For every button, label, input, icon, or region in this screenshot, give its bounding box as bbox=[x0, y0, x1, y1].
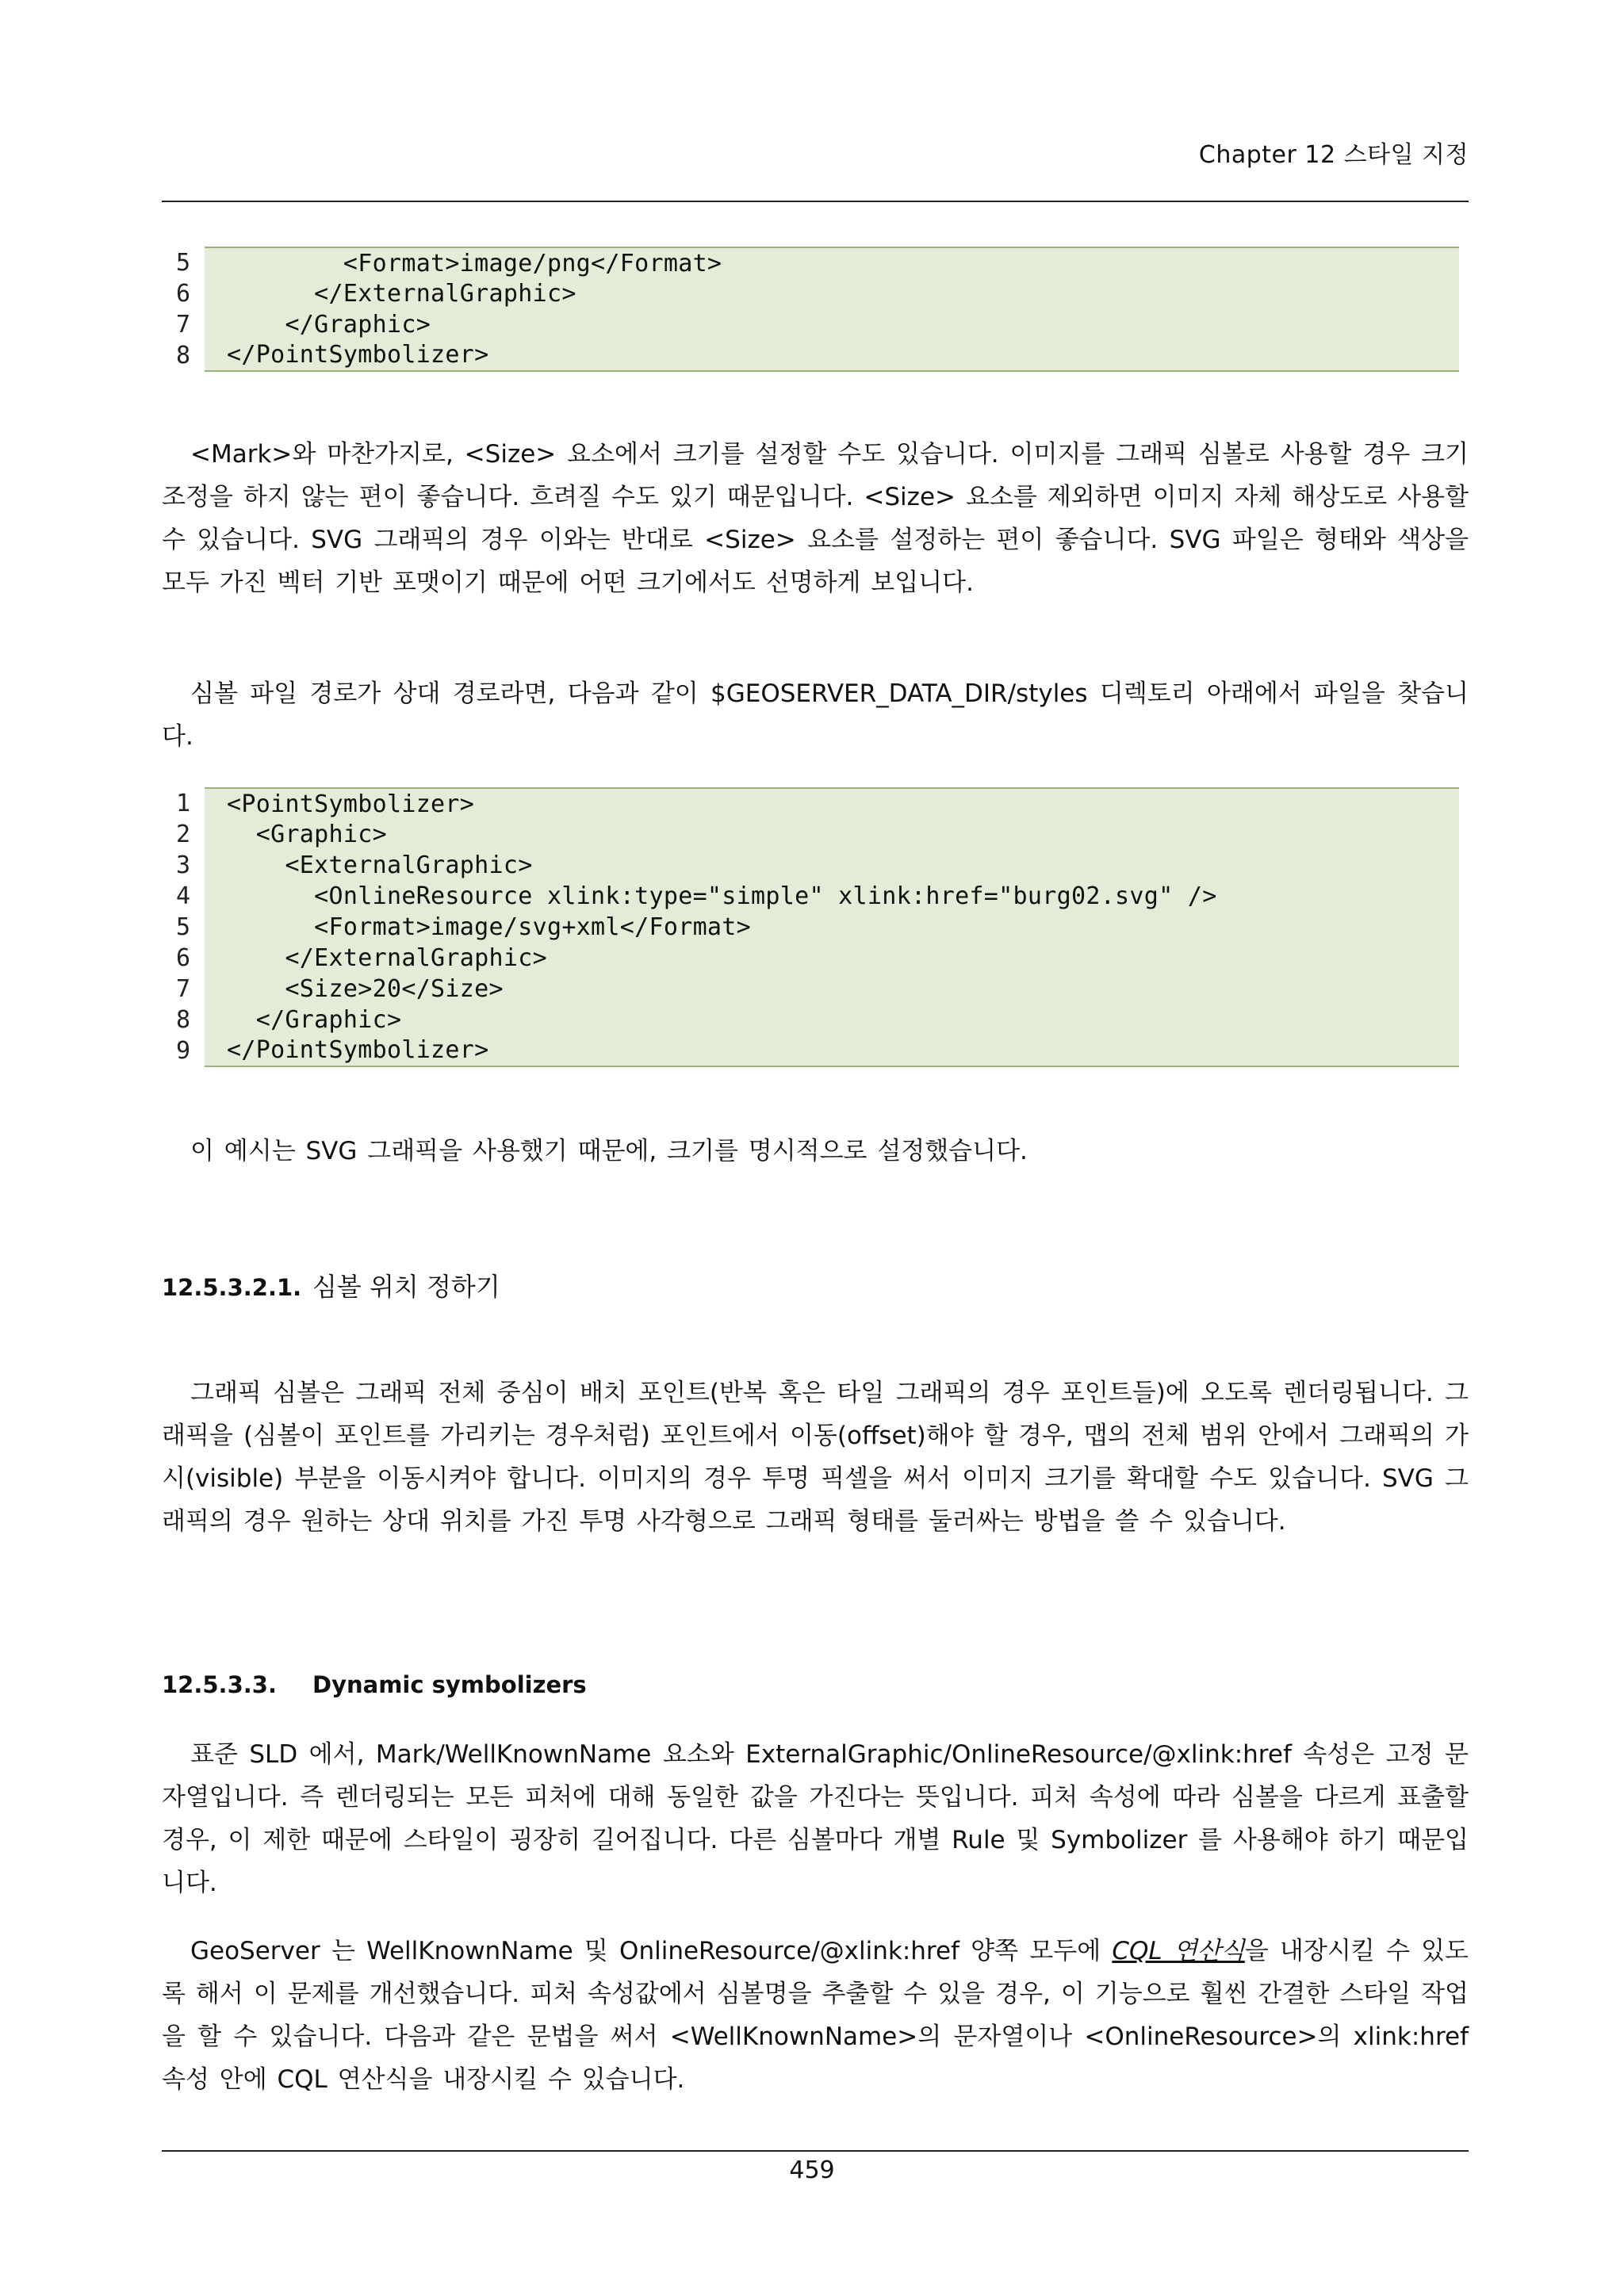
paragraph-text: 을 내장시킬 수 있도록 해서 이 문제를 개선했습니다. 피처 속성값에서 심볼명을 추출할 수 있을 경우, 이 기능으로 훨씬 간결한 스타일 작업을 할 수 있습니다. 다음과 같은 문법을 써서 <WellKnownName>의 문자열이나 <OnlineResource>의 xlink:href 속성 안에 CQL 연산식을 내장시킬 수 있습니다. bbox=[162, 1937, 1469, 2094]
line-number: 7 bbox=[175, 975, 191, 1003]
code-line bbox=[162, 881, 1459, 912]
code-line bbox=[162, 278, 1459, 309]
paragraph-svg-example: 이 예시는 SVG 그래픽을 사용했기 때문에, 크기를 명시적으로 설정했습니다. bbox=[190, 1137, 1028, 1165]
line-number: 3 bbox=[175, 851, 191, 879]
paragraph-symbol-path: 심볼 파일 경로가 상대 경로라면, 다음과 같이 $GEOSERVER_DATA_DIR/styles 디렉토리 아래에서 파일을 찾습니다. bbox=[162, 679, 1469, 751]
line-number: 5 bbox=[175, 249, 191, 277]
section-title: Dynamic symbolizers bbox=[312, 1671, 587, 1698]
paragraph-geoserver-cql bbox=[162, 1930, 1469, 2101]
section-title: 심볼 위치 정하기 bbox=[312, 1272, 500, 1302]
header-rule bbox=[162, 201, 1469, 202]
code-line bbox=[162, 1035, 1459, 1066]
line-number: 5 bbox=[175, 913, 191, 941]
code-text: <Format>image/svg+xml</Format> bbox=[205, 912, 1459, 943]
code-text: </Graphic> bbox=[205, 309, 1459, 340]
code-line bbox=[162, 309, 1459, 340]
code-text: <Format>image/png</Format> bbox=[205, 247, 1459, 279]
line-number: 6 bbox=[175, 944, 191, 972]
code-line bbox=[162, 247, 1459, 278]
line-number: 6 bbox=[175, 280, 191, 308]
code-line bbox=[162, 943, 1459, 974]
running-header: Chapter 12 스타일 지정 bbox=[1198, 141, 1469, 169]
line-number: 2 bbox=[175, 821, 191, 848]
code-text: </Graphic> bbox=[205, 1004, 1459, 1035]
code-line bbox=[162, 850, 1459, 881]
paragraph-symbol-position: 그래픽 심볼은 그래픽 전체 중심이 배치 포인트(반복 혹은 타일 그래픽의 경우 포인트들)에 오도록 렌더링됩니다. 그래픽을 (심볼이 포인트를 가리키는 경우처럼) 포인트에서 이동(offset)해야 할 경우, 맵의 전체 범위 안에서 그래픽의 가시(visible) 부분을 이동시켜야 합니다. 이미지의 경우 투명 픽셀을 써서 이미지 크기를 확대할 수도 있습니다. SVG 그래픽의 경우 원하는 상대 위치를 가진 투명 사각형으로 그래픽 형태를 둘러싸는 방법을 쓸 수 있습니다. bbox=[162, 1379, 1469, 1536]
code-line bbox=[162, 819, 1459, 850]
code-line bbox=[162, 912, 1459, 943]
code-line bbox=[162, 788, 1459, 819]
code-line bbox=[162, 1004, 1459, 1035]
line-number: 1 bbox=[175, 790, 191, 817]
line-number: 7 bbox=[175, 311, 191, 339]
paragraph-size-element: <Mark>와 마찬가지로, <Size> 요소에서 크기를 설정할 수도 있습니다. 이미지를 그래픽 심볼로 사용할 경우 크기 조정을 하지 않는 편이 좋습니다. 흐려질 수도 있기 때문입니다. <Size> 요소를 제외하면 이미지 자체 해상도로 사용할 수 있습니다. SVG 그래픽의 경우 이와는 반대로 <Size> 요소를 설정하는 편이 좋습니다. SVG 파일은 형태와 색상을 모두 가진 벡터 기반 포맷이기 때문에 어떤 크기에서도 선명하게 보입니다. bbox=[162, 440, 1469, 597]
code-text: </PointSymbolizer> bbox=[205, 1035, 1459, 1067]
section-number: 12.5.3.2.1. bbox=[162, 1274, 302, 1301]
paragraph-standard-sld: 표준 SLD 에서, Mark/WellKnownName 요소와 ExternalGraphic/OnlineResource/@xlink:href 속성은 고정 문자열입니다. 즉 렌더링되는 모든 피처에 대해 동일한 값을 가진다는 뜻입니다. 피처 속성에 따라 심볼을 다르게 표출할 경우, 이 제한 때문에 스타일이 굉장히 길어집니다. 다른 심볼마다 개별 Rule 및 Symbolizer 를 사용해야 하기 때문입니다. bbox=[162, 1740, 1469, 1897]
code-text: <Size>20</Size> bbox=[205, 974, 1459, 1004]
code-line bbox=[162, 974, 1459, 1004]
page-number: 459 bbox=[789, 2156, 835, 2184]
code-text: </ExternalGraphic> bbox=[205, 278, 1459, 309]
code-text: </ExternalGraphic> bbox=[205, 943, 1459, 974]
code-text: <ExternalGraphic> bbox=[205, 850, 1459, 881]
paragraph-text: GeoServer 는 WellKnownName 및 OnlineResource/@xlink:href 양쪽 모두에 bbox=[190, 1937, 1113, 1965]
code-block-2 bbox=[162, 788, 1459, 1066]
line-number: 9 bbox=[175, 1037, 191, 1065]
section-heading-symbol-position bbox=[162, 1267, 500, 1303]
line-number: 8 bbox=[175, 1006, 191, 1034]
section-heading-dynamic-symbolizers bbox=[162, 1671, 587, 1698]
code-text: <OnlineResource xlink:type="simple" xlink:href="burg02.svg" /> bbox=[205, 881, 1459, 912]
code-text: <PointSymbolizer> bbox=[205, 787, 1459, 820]
section-number: 12.5.3.3. bbox=[162, 1671, 277, 1698]
line-number: 8 bbox=[175, 342, 191, 369]
code-line bbox=[162, 340, 1459, 371]
code-block-1 bbox=[162, 247, 1459, 371]
code-text: </PointSymbolizer> bbox=[205, 339, 1459, 372]
line-number: 4 bbox=[175, 882, 191, 910]
cql-expression-link[interactable]: CQL 연산식 bbox=[1112, 1937, 1245, 1965]
code-text: <Graphic> bbox=[205, 819, 1459, 850]
footer-rule bbox=[162, 2150, 1469, 2152]
